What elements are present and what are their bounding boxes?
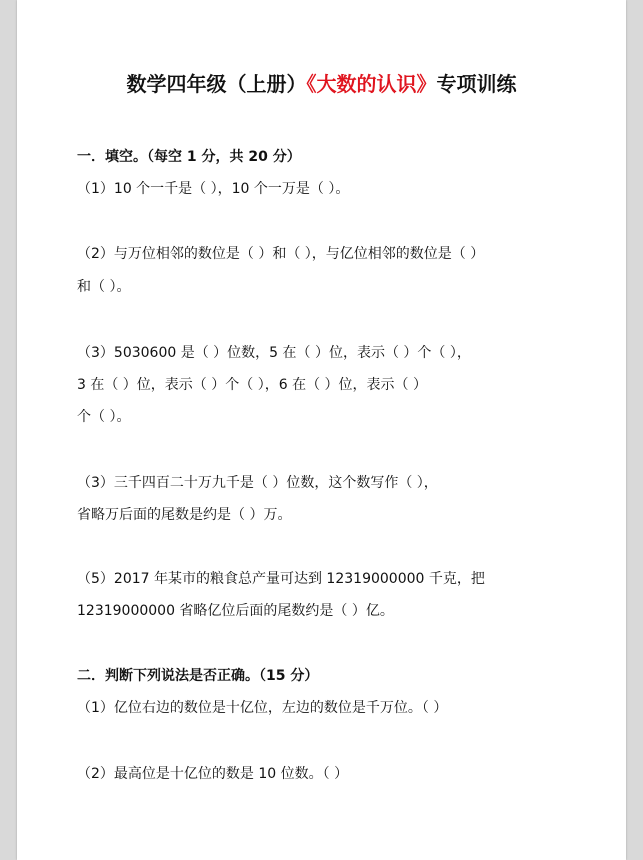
section1-line: 省略万后面的尾数是约是（ ）万。 — [77, 507, 292, 523]
section1-line: 3 在（ ）位，表示（ ）个（ ），6 在（ ）位，表示（ ） — [77, 377, 427, 393]
worksheet-page — [17, 0, 626, 860]
title-part-topic: 《大数的认识》 — [306, 72, 437, 96]
section1-line: 12319000000 省略亿位后面的尾数约是（ ）亿。 — [77, 603, 394, 619]
section1-line: 和（ ）。 — [77, 279, 131, 295]
page-title — [17, 68, 626, 97]
section1-heading: 一．填空。（每空 1 分，共 20 分） — [77, 149, 301, 165]
title-part-training: 专项训练 — [436, 72, 517, 96]
section1-line: （3）5030600 是（ ）位数，5 在（ ）位，表示（ ）个（ ）， — [77, 345, 471, 361]
section2-line: （2）最高位是十亿位的数是 10 位数。（ ） — [77, 766, 349, 782]
section1-line: （5）2017 年某市的粮食总产量可达到 12319000000 千克，把 — [77, 571, 485, 587]
section2-heading: 二．判断下列说法是否正确。（15 分） — [77, 668, 319, 684]
section2-line: （1）亿位右边的数位是十亿位，左边的数位是千万位。（ ） — [77, 700, 448, 716]
section1-line: （3）三千四百二十万九千是（ ）位数，这个数写作（ ）， — [77, 475, 438, 491]
section1-line: （2）与万位相邻的数位是（ ）和（ ），与亿位相邻的数位是（ ） — [77, 246, 485, 262]
section1-line: （1）10 个一千是（ ），10 个一万是（ ）。 — [77, 181, 350, 197]
title-part-grade: 数学四年级（上册） — [126, 72, 307, 96]
section1-line: 个（ ）。 — [77, 409, 131, 425]
